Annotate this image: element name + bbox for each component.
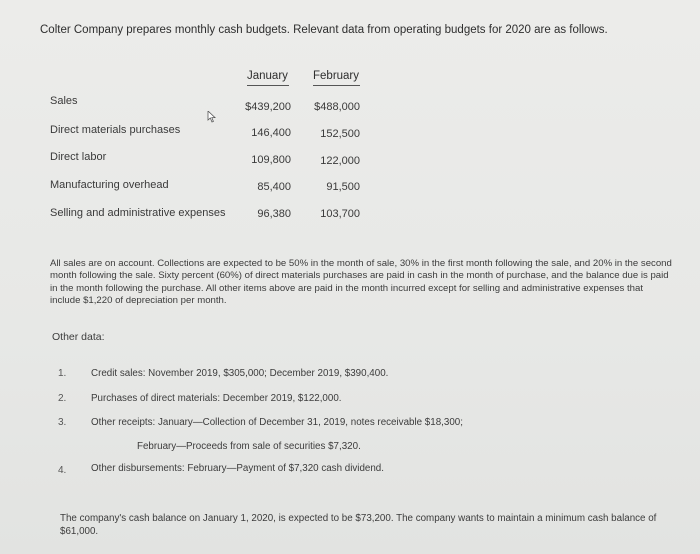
cell-direct-materials-february: 152,500	[320, 128, 360, 140]
row-label-selling-admin: Selling and administrative expenses	[50, 207, 226, 219]
item-credit-sales: Credit sales: November 2019, $305,000; December 2019, $390,400.	[91, 368, 389, 379]
cash-balance-note: The company's cash balance on January 1, 2020, is expected to be $73,200. The company wants to maintain a minimum cash balance of $61,000.	[60, 513, 657, 537]
cell-sales-january: $439,200	[245, 101, 291, 113]
item-number: 2.	[58, 393, 67, 404]
cell-direct-labor-january: 109,800	[251, 154, 291, 166]
collections-paragraph: All sales are on account. Collections are expected to be 50% in the month of sale, 30% in the first month following the sale, and 20% in the second month following the sale. Sixty percent (60%) of direct materials purchases are paid in cash in the month of purchase, and the balance due is paid in the month following the purchase. All other items above are paid in the month incurred except for selling and administrative expenses that include $1,220 of depreciation per month.	[50, 258, 672, 306]
item-purchases: Purchases of direct materials: December 2019, $122,000.	[91, 393, 342, 404]
intro-text: Colter Company prepares monthly cash budgets. Relevant data from operating budgets for 2020 are as follows.	[40, 24, 608, 36]
row-label-direct-labor: Direct labor	[50, 151, 107, 163]
item-number: 3.	[58, 417, 67, 428]
cell-selling-admin-february: 103,700	[320, 208, 360, 220]
item-number: 4.	[58, 465, 67, 476]
item-number: 1.	[58, 368, 67, 379]
cell-direct-labor-february: 122,000	[320, 155, 360, 167]
cell-sales-february: $488,000	[314, 101, 360, 113]
column-header-january: January	[247, 70, 289, 86]
cell-direct-materials-january: 146,400	[251, 127, 291, 139]
cell-manufacturing-overhead-january: 85,400	[257, 181, 291, 193]
row-label-manufacturing-overhead: Manufacturing overhead	[50, 179, 169, 191]
item-other-receipts: Other receipts: January—Collection of December 31, 2019, notes receivable $18,300;	[91, 417, 463, 428]
cell-manufacturing-overhead-february: 91,500	[326, 181, 360, 193]
cell-selling-admin-january: 96,380	[257, 208, 291, 220]
mouse-cursor-icon	[207, 111, 217, 123]
column-header-february: February	[313, 70, 360, 86]
item-other-receipts-february: February—Proceeds from sale of securities $7,320.	[137, 441, 361, 452]
other-data-label: Other data:	[52, 331, 105, 343]
row-label-direct-materials: Direct materials purchases	[50, 124, 181, 136]
item-other-disbursements: Other disbursements: February—Payment of $7,320 cash dividend.	[91, 463, 384, 474]
row-label-sales: Sales	[50, 95, 78, 107]
